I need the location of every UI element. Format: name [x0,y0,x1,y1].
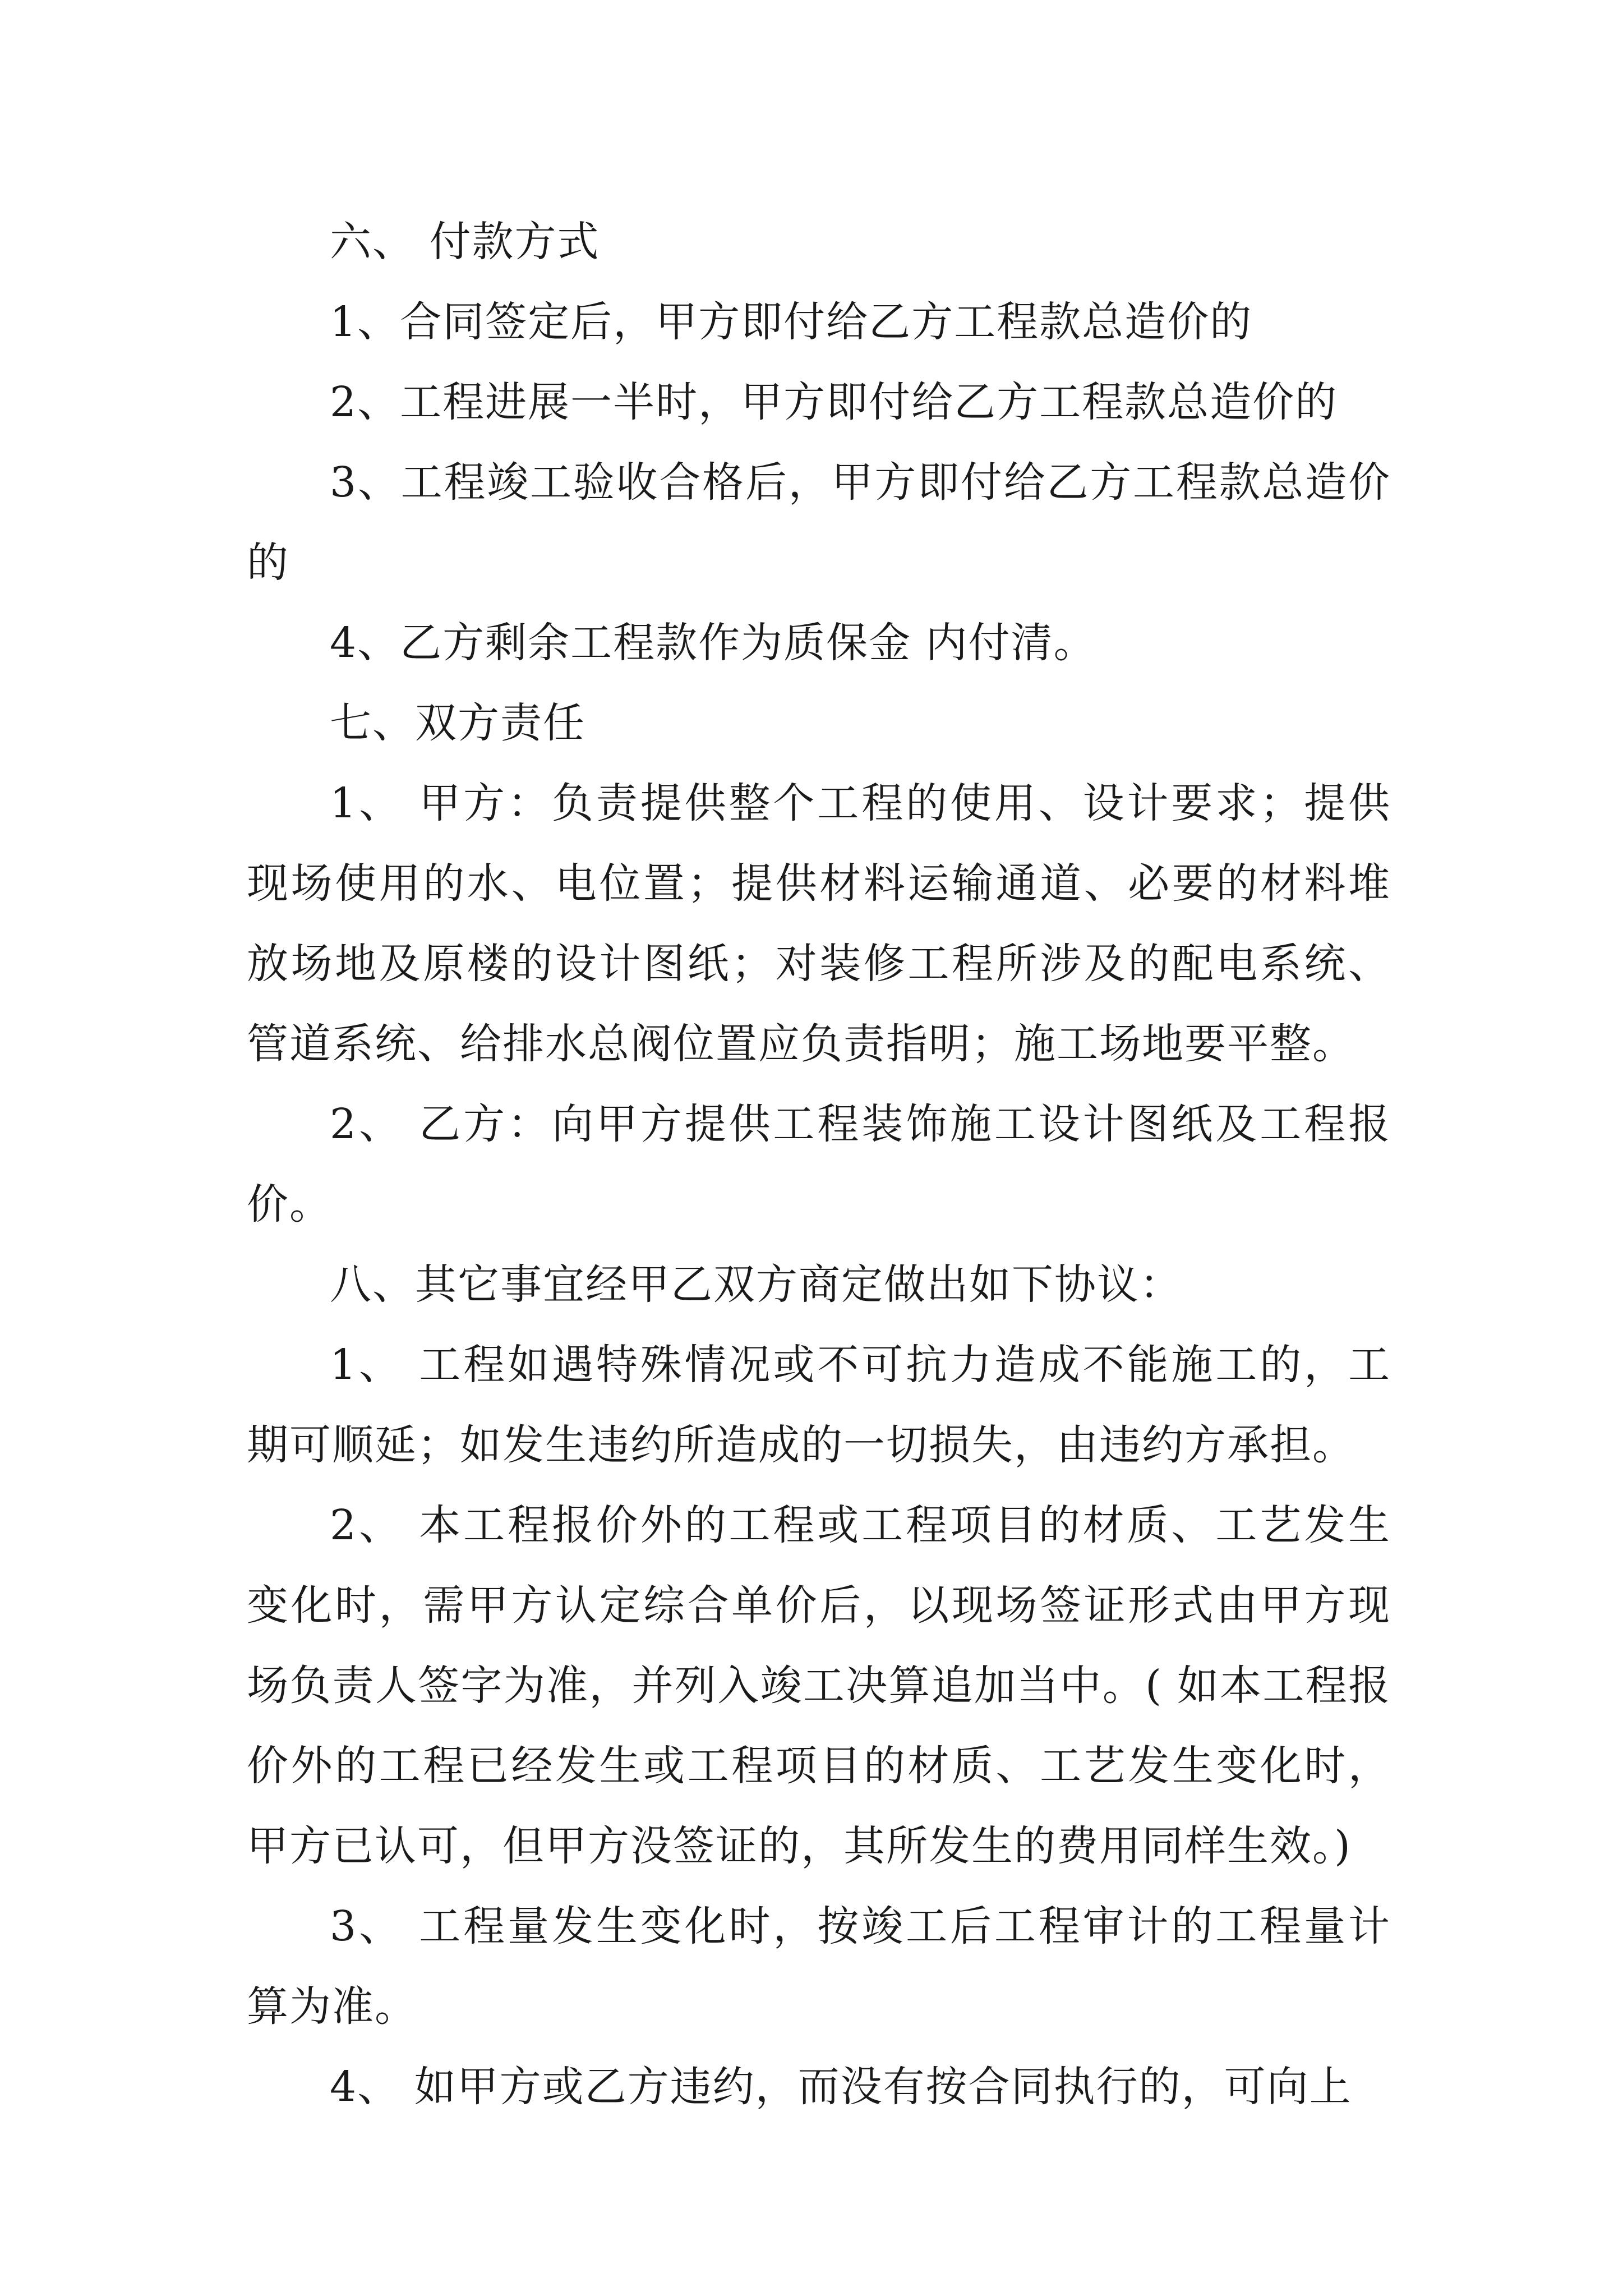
payment-clause-3: 3、工程竣工验收合格后，甲方即付给乙方工程款总造价的 [247,458,1391,587]
payment-clause-4: 4、乙方剩余工程款作为质保金 内付清。 [330,619,1096,667]
responsibility-clause-party-a: 1、 甲方：负责提供整个工程的使用、设计要求；提供现场使用的水、电位置；提供材料运输通道、必要的材料堆放场地及原楼的设计图纸；对装修工程所涉及的配电系统、管道系统、给排水总阀位置应负责指明；施工场地要平整。 [247,779,1391,1068]
section-heading-payment: 六、 付款方式 [330,218,600,266]
other-clause-2: 2、 本工程报价外的工程或工程项目的材质、工艺发生变化时，需甲方认定综合单价后，以现场签证形式由甲方现场负责人签字为准，并列入竣工决算追加当中。( 如本工程报价外的工程已经发生或工程项目的材质、工艺发生变化时，甲方已认可，但甲方没签证的，其所发生的费用同样生效。) [247,1501,1391,1870]
section-heading-responsibilities: 七、双方责任 [330,699,585,747]
responsibility-clause-party-b: 2、 乙方：向甲方提供工程装饰施工设计图纸及工程报价。 [247,1100,1391,1228]
section-heading-other-matters: 八、其它事宜经甲乙双方商定做出如下协议： [330,1260,1182,1309]
payment-clause-2: 2、工程进展一半时，甲方即付给乙方工程款总造价的 [330,378,1338,426]
payment-clause-1: 1、合同签定后，甲方即付给乙方工程款总造价的 [330,298,1253,346]
other-clause-3: 3、 工程量发生变化时，按竣工后工程审计的工程量计算为准。 [247,1902,1391,2031]
document-body [247,202,1391,2127]
other-clause-1: 1、 工程如遇特殊情况或不可抗力造成不能施工的，工期可顺延；如发生违约所造成的一切损失，由违约方承担。 [247,1341,1391,1469]
other-clause-4: 4、 如甲方或乙方违约，而没有按合同执行的，可向上 [330,2063,1352,2111]
